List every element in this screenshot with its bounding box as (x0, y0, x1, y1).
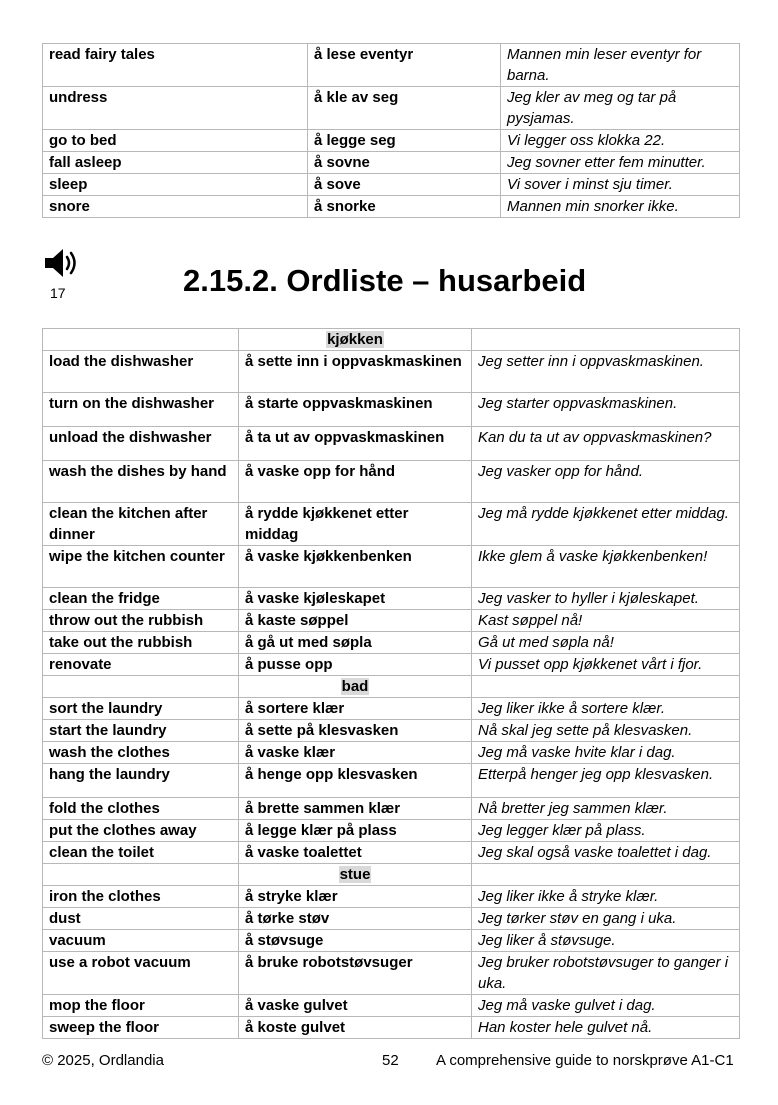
norwegian-term: å snorke (308, 196, 501, 218)
footer-page-number: 52 (382, 1052, 399, 1069)
table-row (43, 610, 740, 632)
table-row (43, 720, 740, 742)
english-term: undress (43, 87, 308, 130)
english-term: iron the clothes (43, 886, 239, 908)
example-sentence: Mannen min leser eventyr for barna. (501, 44, 740, 87)
english-term: take out the rubbish (43, 632, 239, 654)
english-term: go to bed (43, 130, 308, 152)
table-row (43, 393, 740, 427)
example-sentence: Nå skal jeg sette på klesvasken. (472, 720, 740, 742)
english-term: read fairy tales (43, 44, 308, 87)
english-term: load the dishwasher (43, 351, 239, 393)
table-row (43, 632, 740, 654)
table-row (43, 698, 740, 720)
table-row (43, 427, 740, 461)
norwegian-term: å kaste søppel (239, 610, 472, 632)
norwegian-term: å starte oppvaskmaskinen (239, 393, 472, 427)
norwegian-term: å vaske klær (239, 742, 472, 764)
norwegian-term: å pusse opp (239, 654, 472, 676)
table-row (43, 351, 740, 393)
table-row (43, 842, 740, 864)
english-term: clean the kitchen after dinner (43, 503, 239, 546)
english-term: renovate (43, 654, 239, 676)
english-term: clean the toilet (43, 842, 239, 864)
table-row (43, 130, 740, 152)
vocab-table-housework (42, 328, 740, 1039)
example-sentence: Jeg setter inn i oppvaskmaskinen. (472, 351, 740, 393)
example-sentence: Jeg liker ikke å sortere klær. (472, 698, 740, 720)
english-term: clean the fridge (43, 588, 239, 610)
table-row (43, 995, 740, 1017)
table-row (43, 654, 740, 676)
norwegian-term: å brette sammen klær (239, 798, 472, 820)
example-sentence: Jeg starter oppvaskmaskinen. (472, 393, 740, 427)
norwegian-term: å bruke robotstøvsuger (239, 952, 472, 995)
norwegian-term: å stryke klær (239, 886, 472, 908)
table-row (43, 588, 740, 610)
table-row (43, 930, 740, 952)
example-sentence: Jeg må rydde kjøkkenet etter middag. (472, 503, 740, 546)
english-term: unload the dishwasher (43, 427, 239, 461)
english-term: fold the clothes (43, 798, 239, 820)
example-sentence: Kan du ta ut av oppvaskmaskinen? (472, 427, 740, 461)
english-term: start the laundry (43, 720, 239, 742)
norwegian-term: å sette på klesvasken (239, 720, 472, 742)
table-row (43, 820, 740, 842)
example-sentence: Jeg skal også vaske toalettet i dag. (472, 842, 740, 864)
table-row (43, 196, 740, 218)
norwegian-term: å vaske toalettet (239, 842, 472, 864)
norwegian-term: å sove (308, 174, 501, 196)
norwegian-term: å vaske kjøkkenbenken (239, 546, 472, 588)
table-row (43, 174, 740, 196)
table-row (43, 886, 740, 908)
audio-track-number: 17 (50, 285, 66, 301)
example-sentence: Jeg må vaske gulvet i dag. (472, 995, 740, 1017)
english-term: mop the floor (43, 995, 239, 1017)
example-sentence: Jeg vasker to hyller i kjøleskapet. (472, 588, 740, 610)
english-term: dust (43, 908, 239, 930)
english-term: throw out the rubbish (43, 610, 239, 632)
example-sentence: Han koster hele gulvet nå. (472, 1017, 740, 1039)
norwegian-term: å sovne (308, 152, 501, 174)
table-row (43, 152, 740, 174)
table-row (43, 764, 740, 798)
section-title: bad (341, 678, 369, 695)
example-sentence: Jeg legger klær på plass. (472, 820, 740, 842)
english-term: snore (43, 196, 308, 218)
example-sentence: Jeg må vaske hvite klar i dag. (472, 742, 740, 764)
speaker-icon[interactable] (43, 247, 83, 279)
table-row (43, 44, 740, 87)
section-header-row (43, 864, 740, 886)
section-header-row (43, 676, 740, 698)
english-term: wash the dishes by hand (43, 461, 239, 503)
norwegian-term: å tørke støv (239, 908, 472, 930)
norwegian-term: å sortere klær (239, 698, 472, 720)
english-term: use a robot vacuum (43, 952, 239, 995)
example-sentence: Jeg liker å støvsuge. (472, 930, 740, 952)
english-term: wipe the kitchen counter (43, 546, 239, 588)
table-row (43, 742, 740, 764)
norwegian-term: å vaske opp for hånd (239, 461, 472, 503)
example-sentence: Vi legger oss klokka 22. (501, 130, 740, 152)
norwegian-term: å henge opp klesvasken (239, 764, 472, 798)
example-sentence: Vi pusset opp kjøkkenet vårt i fjor. (472, 654, 740, 676)
section-title: stue (339, 866, 371, 883)
example-sentence: Ikke glem å vaske kjøkkenbenken! (472, 546, 740, 588)
norwegian-term: å rydde kjøkkenet etter middag (239, 503, 472, 546)
norwegian-term: å lese eventyr (308, 44, 501, 87)
norwegian-term: å ta ut av oppvaskmaskinen (239, 427, 472, 461)
table-row (43, 798, 740, 820)
section-header-row (43, 329, 740, 351)
table-row (43, 952, 740, 995)
example-sentence: Vi sover i minst sju timer. (501, 174, 740, 196)
norwegian-term: å legge seg (308, 130, 501, 152)
table-row (43, 908, 740, 930)
norwegian-term: å gå ut med søpla (239, 632, 472, 654)
table-row (43, 87, 740, 130)
norwegian-term: å koste gulvet (239, 1017, 472, 1039)
english-term: sweep the floor (43, 1017, 239, 1039)
english-term: hang the laundry (43, 764, 239, 798)
norwegian-term: å vaske kjøleskapet (239, 588, 472, 610)
norwegian-term: å legge klær på plass (239, 820, 472, 842)
english-term: put the clothes away (43, 820, 239, 842)
norwegian-term: å kle av seg (308, 87, 501, 130)
example-sentence: Nå bretter jeg sammen klær. (472, 798, 740, 820)
vocab-table-bedtime (42, 43, 740, 218)
table-row (43, 546, 740, 588)
example-sentence: Jeg vasker opp for hånd. (472, 461, 740, 503)
example-sentence: Jeg tørker støv en gang i uka. (472, 908, 740, 930)
english-term: wash the clothes (43, 742, 239, 764)
english-term: sort the laundry (43, 698, 239, 720)
example-sentence: Kast søppel nå! (472, 610, 740, 632)
norwegian-term: å vaske gulvet (239, 995, 472, 1017)
table-row (43, 1017, 740, 1039)
table-row (43, 461, 740, 503)
footer-copyright: © 2025, Ordlandia (42, 1052, 164, 1069)
english-term: fall asleep (43, 152, 308, 174)
footer-book-title: A comprehensive guide to norskprøve A1-C1 (436, 1052, 734, 1069)
example-sentence: Etterpå henger jeg opp klesvasken. (472, 764, 740, 798)
example-sentence: Gå ut med søpla nå! (472, 632, 740, 654)
english-term: turn on the dishwasher (43, 393, 239, 427)
english-term: vacuum (43, 930, 239, 952)
example-sentence: Jeg bruker robotstøvsuger to ganger i uka. (472, 952, 740, 995)
example-sentence: Mannen min snorker ikke. (501, 196, 740, 218)
norwegian-term: å sette inn i oppvaskmaskinen (239, 351, 472, 393)
english-term: sleep (43, 174, 308, 196)
section-title: kjøkken (327, 331, 383, 348)
example-sentence: Jeg sovner etter fem minutter. (501, 152, 740, 174)
norwegian-term: å støvsuge (239, 930, 472, 952)
example-sentence: Jeg kler av meg og tar på pysjamas. (501, 87, 740, 130)
page-title: 2.15.2. Ordliste – husarbeid (183, 263, 587, 298)
example-sentence: Jeg liker ikke å stryke klær. (472, 886, 740, 908)
table-row (43, 503, 740, 546)
